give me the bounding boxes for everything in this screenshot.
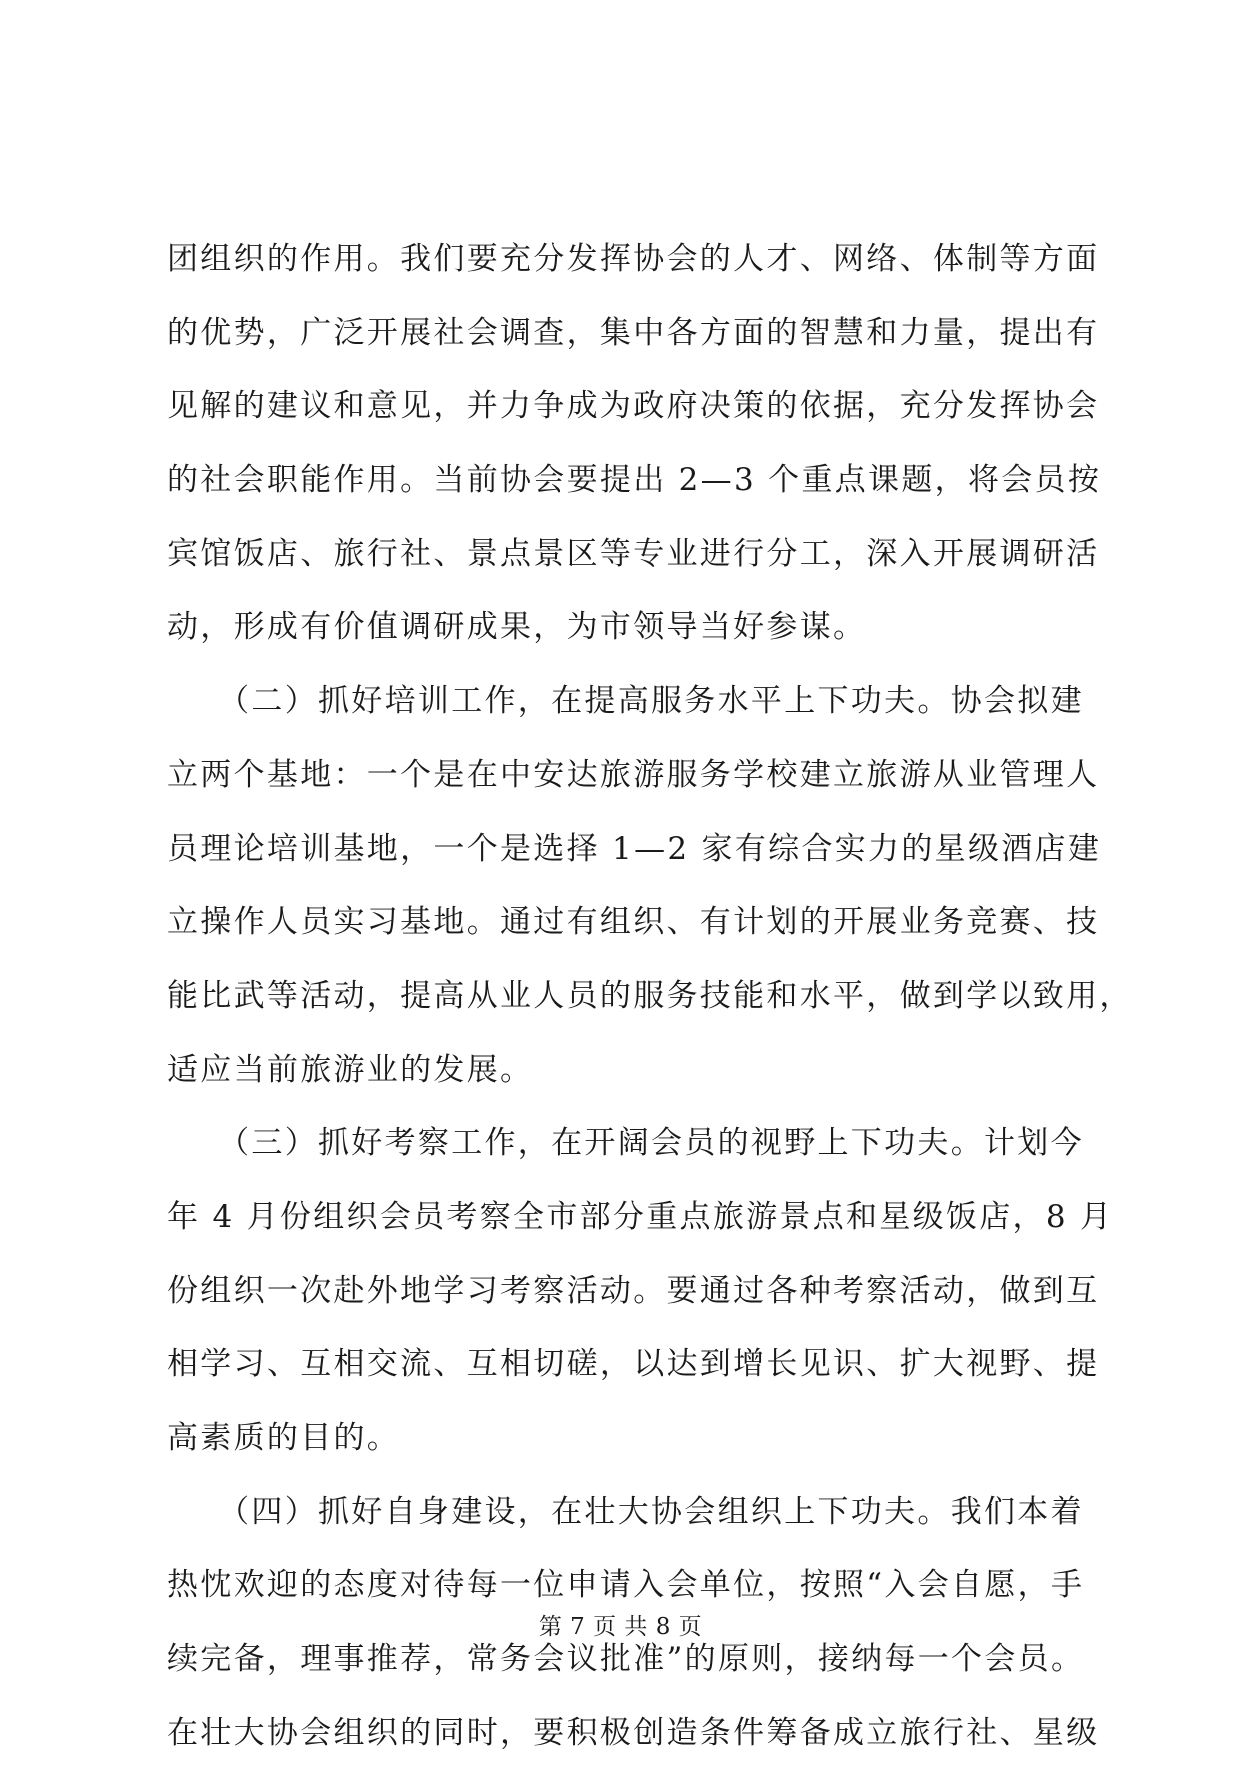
text-line: 宾馆饭店、旅行社、景点景区等专业进行分工，深入开展调研活 — [167, 535, 1100, 572]
text-line: 在壮大协会组织的同时，要积极创造条件筹备成立旅行社、星级 — [167, 1714, 1100, 1751]
text-line: 团组织的作用。我们要充分发挥协会的人才、网络、体制等方面 — [167, 241, 1100, 277]
text-line: 立操作人员实习基地。通过有组织、有计划的开展业务竞赛、技 — [167, 904, 1100, 941]
text-line: 年 4 月份组织会员考察全市部分重点旅游景点和星级饭店，8 月 — [167, 1198, 1114, 1235]
text-line: 相学习、互相交流、互相切磋，以达到增长见识、扩大视野、提 — [167, 1346, 1100, 1383]
text-line: 的社会职能作用。当前协会要提出 2—3 个重点课题，将会员按 — [167, 462, 1102, 499]
text-line: 的优势，广泛开展社会调查，集中各方面的智慧和力量，提出有 — [167, 314, 1100, 351]
text-line: 能比武等活动，提高从业人员的服务技能和水平，做到学以致用， — [167, 977, 1133, 1014]
text-line: （三）抓好考察工作，在开阔会员的视野上下功夫。计划今 — [167, 1125, 1084, 1162]
text-line: （二）抓好培训工作，在提高服务水平上下功夫。协会拟建 — [167, 683, 1084, 720]
text-line: 见解的建议和意见，并力争成为政府决策的依据，充分发挥协会 — [167, 388, 1100, 425]
text-line: 高素质的目的。 — [167, 1420, 401, 1456]
text-line: 份组织一次赴外地学习考察活动。要通过各种考察活动，做到互 — [167, 1272, 1100, 1309]
text-line: 员理论培训基地，一个是选择 1—2 家有综合实力的星级酒店建 — [167, 830, 1102, 867]
page-number-footer: 第 7 页 共 8 页 — [538, 1614, 703, 1640]
text-line: 续完备，理事推荐，常务会议批准”的原则，接纳每一个会员。 — [167, 1641, 1085, 1678]
body-text — [167, 232, 1133, 1779]
text-line: 立两个基地：一个是在中安达旅游服务学校建立旅游从业管理人 — [167, 756, 1100, 793]
text-line: 适应当前旅游业的发展。 — [167, 1051, 534, 1088]
text-line: 动，形成有价值调研成果，为市领导当好参谋。 — [167, 609, 867, 646]
text-line: （四）抓好自身建设，在壮大协会组织上下功夫。我们本着 — [167, 1493, 1084, 1530]
text-line: 热忱欢迎的态度对待每一位申请入会单位，按照“入会自愿，手 — [167, 1567, 1085, 1604]
